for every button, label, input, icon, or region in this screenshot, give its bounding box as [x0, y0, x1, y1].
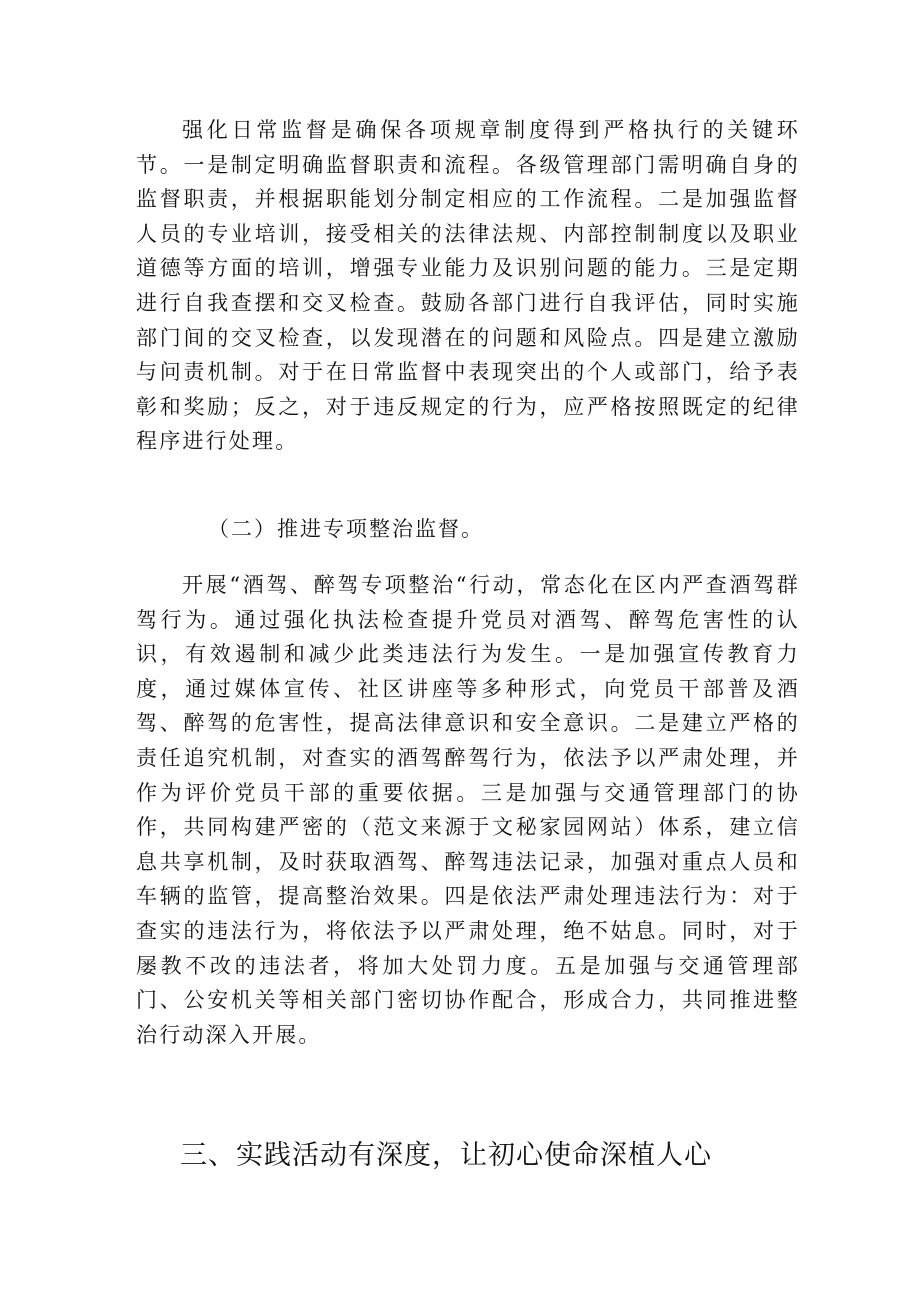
- section-heading-practice-activities: 三、实践活动有深度，让初心使命深植人心: [180, 1140, 712, 1171]
- body-paragraph-daily-supervision: 强化日常监督是确保各项规章制度得到严格执行的关键环节。一是制定明确监督职责和流程。各级管理部门需明确自身的监督职责，并根据职能划分制定相应的工作流程。二是加强监督人员的专业培训，接受相关的法律法规、内部控制制度以及职业道德等方面的培训，增强专业能力及识别问题的能力。三是定期进行自我查摆和交叉检查。鼓励各部门进行自我评估，同时实施部门间的交叉检查，以发现潜在的问题和风险点。四是建立激励与问责机制。对于在日常监督中表现突出的个人或部门，给予表彰和奖励；反之，对于违反规定的行为，应严格按照既定的纪律程序进行处理。: [136, 118, 800, 454]
- body-paragraph-drunk-driving-campaign: 开展“酒驾、醉驾专项整治“行动，常态化在区内严查酒驾群驾行为。通过强化执法检查提升党员对酒驾、醉驾危害性的认识，有效遏制和减少此类违法行为发生。一是加强宣传教育力度，通过媒体宣传、社区讲座等多种形式，向党员干部普及酒驾、醉驾的危害性，提高法律意识和安全意识。二是建立严格的责任追究机制，对查实的酒驾醉驾行为，依法予以严肃处理，并作为评价党员干部的重要依据。三是加强与交通管理部门的协作，共同构建严密的（范文来源于文秘家园网站）体系，建立信息共享机制，及时获取酒驾、醉驾违法记录，加强对重点人员和车辆的监管，提高整治效果。四是依法严肃处理违法行为：对于查实的违法行为，将依法予以严肃处理，绝不姑息。同时，对于屡教不改的违法者，将加大处罚力度。五是加强与交通管理部门、公安机关等相关部门密切协作配合，形成合力，共同推进整治行动深入开展。: [136, 573, 800, 1047]
- subheading-special-rectification: （二）推进专项整治监督。: [208, 517, 484, 541]
